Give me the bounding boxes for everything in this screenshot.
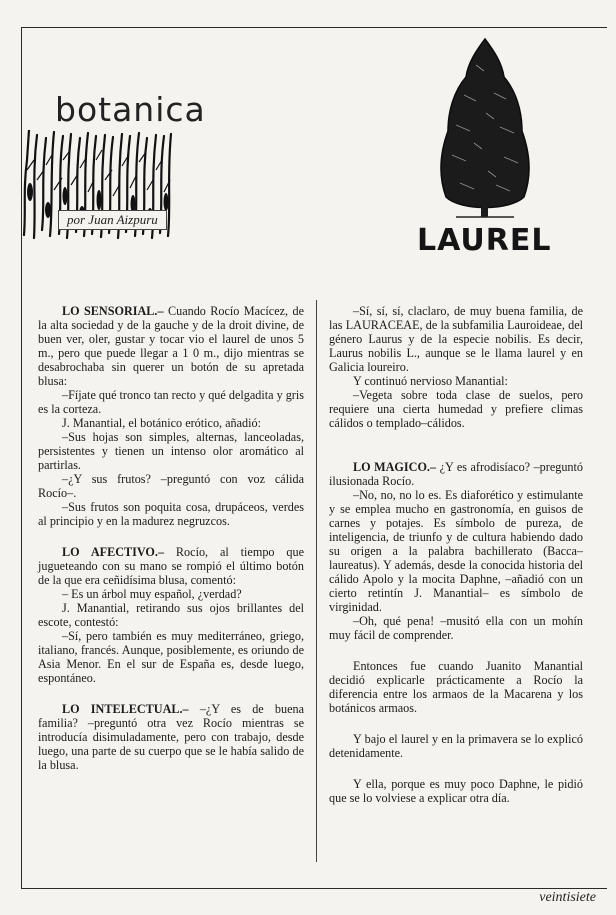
right-column [329,304,583,805]
paragraph: – Es un árbol muy español, ¿verdad? [62,587,242,601]
paragraph-sensorial: LO SENSORIAL.– Cuando Rocío Macícez, de la alta sociedad y de la gauche y de la droit divine, de buen ver, oler, gustar y tocar vio el laurel de unos 5 m., pero que puede llegar a 1 0 m., dijo mientras se desabrochaba sin querer un botón de su apretada blusa: [38,304,304,388]
paragraph: –Oh, qué pena! –musitó ella con un mohín muy fácil de comprender. [329,614,583,642]
paragraph: –Sus hojas son simples, alternas, lanceoladas, persistentes y tienen un intenso olor aromático al partirlas. [38,430,304,472]
paragraph: –Sus frutos son poquita cosa, drupáceos, verdes al principio y en la madurez negruzcos. [38,500,304,528]
paragraph: –Vegeta sobre toda clase de suelos, pero requiere una cierta humedad y prefiere climas cálidos o templado–cálidos. [329,388,583,430]
paragraph-intelectual: LO INTELECTUAL.– –¿Y es de buena familia? –preguntó otra vez Rocío mientras se introducía disimuladamente, pero con trabajo, desde luego, una parte de su cuerpo que se le había salido de la blusa. [38,702,304,772]
paragraph: J. Manantial, el botánico erótico, añadió: [62,416,261,430]
paragraph: –Sí, pero también es muy mediterráneo, griego, italiano, francés. Aunque, posiblemente, es oriundo de Asia Menor. En el sur de España es, desde luego, espontáneo. [38,629,304,685]
paragraph-magico: LO MAGICO.– ¿Y es afrodisíaco? –preguntó ilusionada Rocío. [329,460,583,488]
paragraph: –¿Y sus frutos? –preguntó con voz cálida Rocío–. [38,472,304,500]
article-title: LAUREL [417,223,552,258]
laurel-tree-illustration [430,35,540,220]
author-byline: por Juan Aizpuru [58,210,167,230]
paragraph: J. Manantial, retirando sus ojos brillantes del escote, contestó: [38,601,304,629]
paragraph: Y ella, porque es muy poco Daphne, le pidió que se lo volviese a explicar otra día. [329,777,583,805]
left-column [38,304,304,772]
paragraph: –Fíjate qué tronco tan recto y qué delgadita y gris es la corteza. [38,388,304,416]
paragraph: Entonces fue cuando Juanito Manantial decidió explicarle prácticamente a Rocío la diferencia entre los armaos de la Macarena y los botánicos armaos. [329,659,583,715]
paragraph: –No, no, no lo es. Es diaforético y estimulante y se emplea mucho en gastronomía, en guisos de carnes y potajes. Es símbolo de pureza, de inteligencia, de triunfo y de cultura habiendo dado su origen a la palabra bachillerato (Bacca–laureatus). Y además, desde la conocida historia del cálido Apolo y la mocita Daphne, –añadió con un cierto retintín J. Manantial– es símbolo de virginidad. [329,488,583,614]
heading-sensorial: LO SENSORIAL.– [62,304,164,318]
heading-magico: LO MAGICO.– [353,460,437,474]
paragraph-afectivo: LO AFECTIVO.– Rocío, al tiempo que jugueteando con su mano se rompió el último botón de la que era ceñidísima blusa, comentó: [38,545,304,587]
page-number: veintisiete [539,890,596,905]
column-divider [316,300,317,862]
paragraph: Y bajo el laurel y en la primavera se lo explicó detenidamente. [329,732,583,760]
heading-afectivo: LO AFECTIVO.– [62,545,165,559]
heading-intelectual: LO INTELECTUAL.– [62,702,189,716]
paragraph: –Sí, sí, sí, claclaro, de muy buena familia, de las LAURACEAE, de la subfamilia Lauroideae, del género Laurus y de la especie nobilis. Es decir, Laurus nobilis L., aunque se le llama laurel y en Galicia loureiro. [329,304,583,374]
section-title: botanica [55,90,206,129]
paragraph: Y continuó nervioso Manantial: [353,374,508,388]
